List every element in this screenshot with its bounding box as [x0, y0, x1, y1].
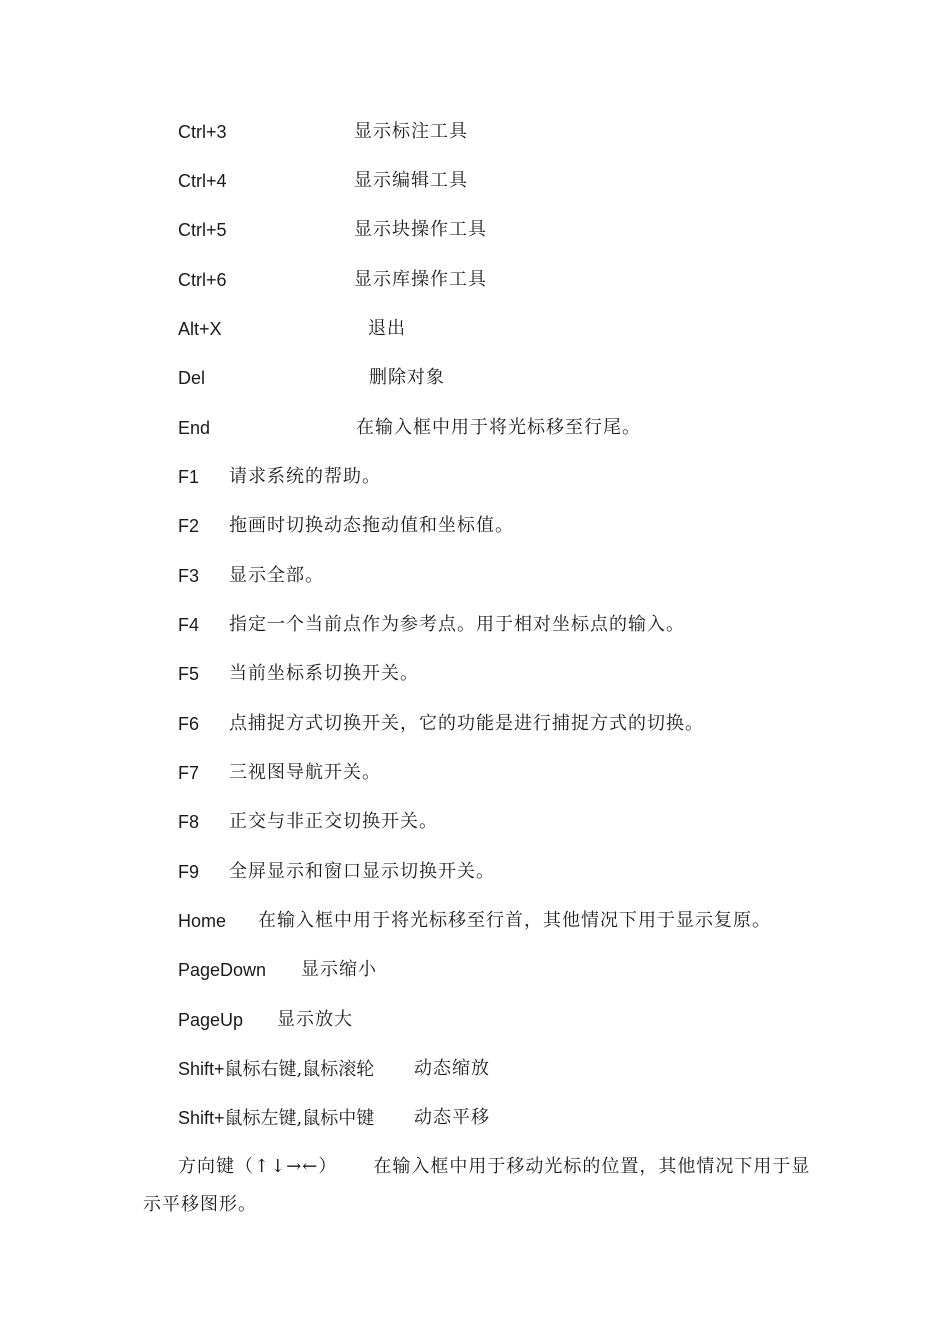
arrow-keys-label: 方向键（↑↓→←） [178, 1156, 338, 1177]
shortcut-key: F9 [178, 862, 200, 882]
shortcut-description: 显示库操作工具 [354, 269, 487, 290]
shortcut-key: F1 [178, 467, 200, 487]
shortcut-key: F4 [178, 615, 200, 635]
shortcut-description: 动态缩放 [414, 1058, 490, 1079]
shortcut-description: 显示编辑工具 [354, 170, 468, 191]
shortcut-description: 三视图导航开关。 [229, 762, 381, 783]
shortcut-description: 全屏显示和窗口显示切换开关。 [229, 861, 495, 882]
shortcut-key: F5 [178, 664, 200, 684]
shortcut-description: 点捕捉方式切换开关，它的功能是进行捕捉方式的切换。 [229, 713, 704, 734]
shortcut-description: 显示块操作工具 [354, 219, 487, 240]
arrow-keys-paragraph [143, 1148, 823, 1224]
shortcut-key [178, 1056, 374, 1083]
shortcut-key-mouse: 鼠标左键,鼠标中键 [224, 1108, 375, 1129]
shortcut-description: 动态平移 [414, 1107, 490, 1128]
shortcut-description: 在输入框中用于将光标移至行尾。 [356, 417, 641, 438]
shortcut-key: PageUp [178, 1010, 244, 1030]
arrow-keys-description: 在输入框中用于移动光标的位置，其他情况下用于显示平移图形。 [143, 1156, 811, 1215]
shortcut-key: PageDown [178, 960, 267, 980]
shortcut-description: 退出 [368, 318, 406, 339]
shortcut-key: Ctrl+5 [178, 220, 227, 240]
shortcut-description: 正交与非正交切换开关。 [229, 811, 438, 832]
shortcut-key-modifier: Shift+ [178, 1059, 225, 1079]
shortcut-key-mouse: 鼠标右键,鼠标滚轮 [224, 1059, 375, 1080]
shortcut-key: F2 [178, 516, 200, 536]
shortcut-description: 指定一个当前点作为参考点。用于相对坐标点的输入。 [229, 614, 685, 635]
shortcut-key: Del [178, 368, 206, 388]
shortcut-description: 显示放大 [277, 1009, 353, 1030]
shortcut-description: 在输入框中用于将光标移至行首，其他情况下用于显示复原。 [258, 910, 771, 931]
shortcut-description: 显示标注工具 [354, 121, 468, 142]
shortcut-key: Alt+X [178, 319, 222, 339]
shortcut-description: 请求系统的帮助。 [229, 466, 381, 487]
shortcut-key: F3 [178, 566, 200, 586]
shortcut-key: F8 [178, 812, 200, 832]
shortcut-key [178, 1105, 374, 1132]
shortcut-key: Home [178, 911, 227, 931]
shortcut-key: F6 [178, 714, 200, 734]
shortcut-key: End [178, 418, 211, 438]
shortcut-key: Ctrl+3 [178, 122, 227, 142]
shortcut-description: 拖画时切换动态拖动值和坐标值。 [229, 515, 514, 536]
shortcut-description: 显示全部。 [229, 565, 324, 586]
shortcut-key: Ctrl+4 [178, 171, 227, 191]
shortcut-description: 当前坐标系切换开关。 [229, 663, 419, 684]
shortcut-key: Ctrl+6 [178, 270, 227, 290]
shortcut-description: 显示缩小 [301, 959, 377, 980]
shortcut-key-modifier: Shift+ [178, 1108, 225, 1128]
shortcut-key: F7 [178, 763, 200, 783]
shortcut-description: 删除对象 [369, 367, 445, 388]
